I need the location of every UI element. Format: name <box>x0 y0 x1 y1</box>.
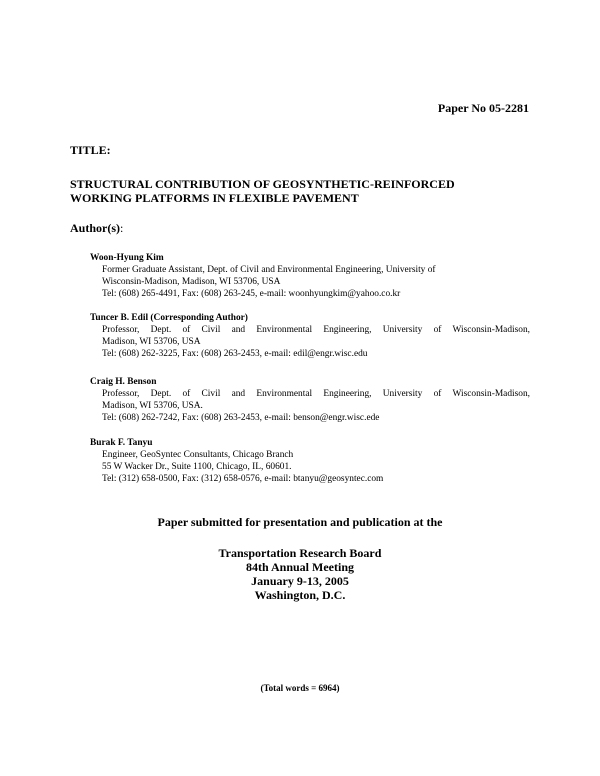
author-affiliation-line: 55 W Wacker Dr., Suite 1100, Chicago, IL, 60601. <box>102 462 292 472</box>
submission-statement: Paper submitted for presentation and publication at the <box>157 515 443 529</box>
paper-number: Paper No 05-2281 <box>437 101 529 115</box>
author-block <box>90 252 530 300</box>
author-name: Woon-Hyung Kim <box>90 253 164 263</box>
authors-label <box>70 221 123 236</box>
author-block <box>90 437 530 485</box>
author-contact-line: Tel: (608) 262-7242, Fax: (608) 263-2453, e-mail: benson@engr.wisc.ede <box>102 413 380 423</box>
venue-line: Transportation Research Board <box>218 546 382 560</box>
venue-line: Washington, D.C. <box>254 588 346 602</box>
venue-line: 84th Annual Meeting <box>245 560 354 574</box>
author-affiliation-line: Engineer, GeoSyntec Consultants, Chicago Branch <box>102 450 294 460</box>
author-affiliation-line: Madison, WI 53706, USA <box>102 337 201 347</box>
author-name: Craig H. Benson <box>90 377 157 387</box>
author-affiliation-line: Professor, Dept. of Civil and Environmental Engineering, University of Wisconsin-Madison, <box>102 389 530 399</box>
venue-line: January 9-13, 2005 <box>251 574 349 588</box>
title-label: TITLE: <box>70 143 111 157</box>
author-name: Tuncer B. Edil (Corresponding Author) <box>90 313 248 323</box>
author-affiliation-line: Wisconsin-Madison, Madison, WI 53706, USA <box>102 277 281 287</box>
author-contact-line: Tel: (608) 265-4491, Fax: (608) 263-245, e-mail: woonhyungkim@yahoo.co.kr <box>102 289 401 299</box>
author-block <box>90 312 530 360</box>
total-words: (Total words = 6964) <box>260 683 340 693</box>
venue-block <box>0 546 600 602</box>
authors-label-text: Author(s) <box>70 221 120 235</box>
author-block <box>90 376 530 424</box>
authors-label-colon: : <box>120 221 124 235</box>
author-affiliation-line: Professor, Dept. of Civil and Environmental Engineering, University of Wisconsin-Madison, <box>102 325 530 335</box>
author-affiliation-line: Madison, WI 53706, USA. <box>102 401 203 411</box>
author-affiliation-line: Former Graduate Assistant, Dept. of Civil and Environmental Engineering, University of <box>102 265 436 275</box>
paper-title-line: STRUCTURAL CONTRIBUTION OF GEOSYNTHETIC-REINFORCED <box>70 177 455 191</box>
author-name: Burak F. Tanyu <box>90 438 153 448</box>
paper-title <box>70 177 540 205</box>
author-contact-line: Tel: (608) 262-3225, Fax: (608) 263-2453, e-mail: edil@engr.wisc.edu <box>102 349 368 359</box>
author-contact-line: Tel: (312) 658-0500, Fax: (312) 658-0576, e-mail: btanyu@geosyntec.com <box>102 474 384 484</box>
paper-title-line: WORKING PLATFORMS IN FLEXIBLE PAVEMENT <box>70 191 359 205</box>
